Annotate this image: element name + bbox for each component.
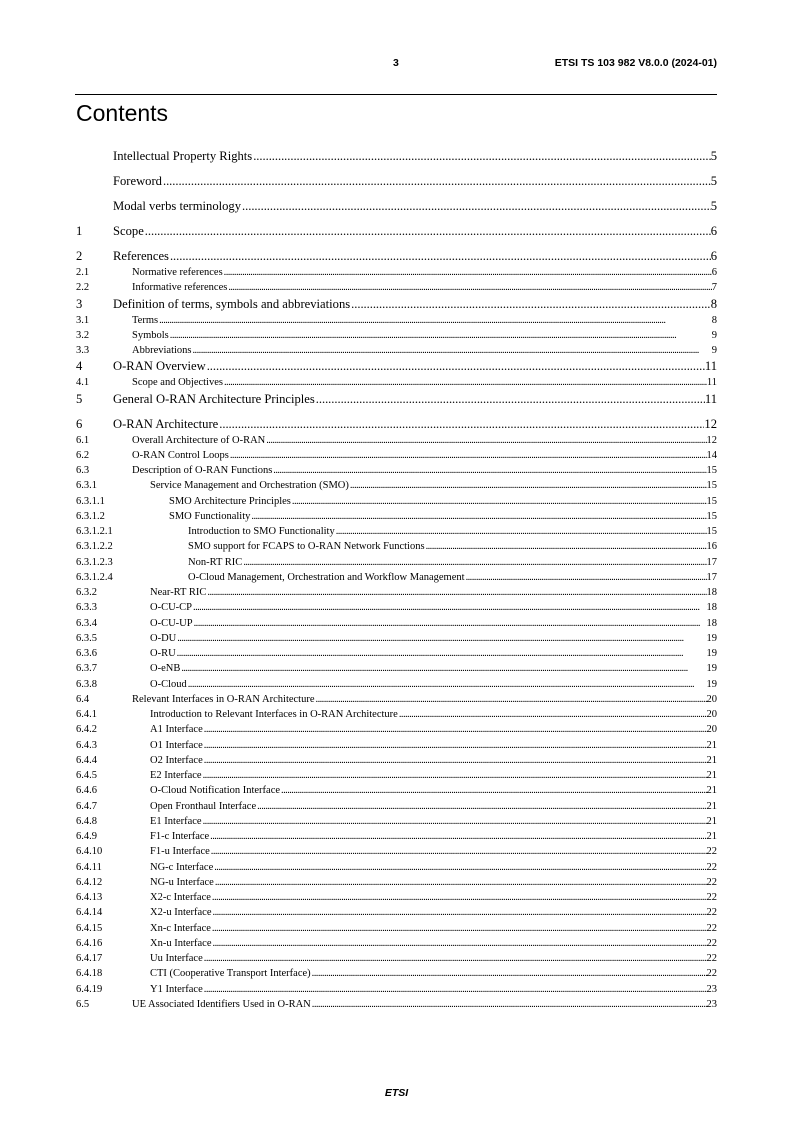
toc-entry-label: Near-RT RIC [150, 585, 206, 600]
toc-entry-title [113, 223, 711, 240]
toc-entry-label: Uu Interface [150, 951, 203, 966]
toc-entry[interactable]: 6.4.18 CTI (Cooperative Transport Interface) . . . 22 [76, 966, 717, 981]
toc-entry-title [113, 391, 705, 408]
toc-entry-title [132, 280, 712, 295]
toc-entry-page: 8 [711, 314, 717, 326]
toc-entry-page: 8 [710, 296, 717, 311]
page-title: Contents [76, 100, 169, 126]
toc-entry-page: 6 [710, 224, 717, 238]
toc-entry[interactable]: 6.3.1.2.1 Introduction to SMO Functionality . . . 15 [76, 524, 717, 539]
toc-entry[interactable]: 6.3.6 O-RU . . . 19 [76, 646, 717, 661]
toc-entry-label: O-Cloud Management, Orchestration and Workflow Management [188, 570, 465, 585]
toc-entry[interactable] [76, 248, 717, 265]
toc-entry-title [150, 951, 707, 966]
toc-entry-label: O-RAN Overview [113, 359, 206, 374]
toc-entry-title [169, 509, 707, 524]
toc-entry[interactable]: 3.1 Terms . . . 8 [76, 313, 717, 328]
toc-entry-title [132, 375, 707, 390]
toc-entry-label: O2 Interface [150, 753, 203, 768]
toc-entry[interactable] [76, 391, 717, 416]
toc-entry-title [150, 921, 707, 936]
toc-entry-page: 21 [706, 785, 717, 797]
toc-entry[interactable] [76, 296, 717, 313]
toc-entry-title [132, 328, 712, 343]
toc-entry-page: 22 [706, 953, 717, 964]
toc-entry[interactable]: 2.1 Normative references . . . 6 [76, 265, 717, 280]
toc-entry[interactable] [76, 148, 717, 173]
toc-entry-page: 21 [706, 831, 717, 842]
toc-entry[interactable]: 6.4.7 Open Fronthaul Interface . . . 21 [76, 799, 717, 814]
toc-entry-label: Service Management and Orchestration (SMO) [150, 478, 349, 493]
toc-entry-label: References [113, 249, 169, 263]
toc-entry-page: 11 [704, 359, 717, 374]
toc-entry[interactable]: 6.1 Overall Architecture of O-RAN . . . 12 [76, 433, 717, 448]
toc-entry-title [150, 631, 707, 646]
toc-entry-label: F1-u Interface [150, 844, 210, 859]
toc-entry-label: O-CU-CP [150, 600, 192, 615]
toc-entry-label: NG-u Interface [150, 875, 214, 890]
toc-entry[interactable]: 3.3 Abbreviations . . . 9 [76, 343, 717, 358]
toc-entry[interactable] [76, 358, 717, 375]
toc-entry-title [150, 860, 707, 875]
toc-entry-page: 20 [706, 724, 717, 736]
toc-entry-label: Terms [132, 313, 158, 328]
toc-entry[interactable]: 6.4.6 O-Cloud Notification Interface . . . 21 [76, 783, 717, 798]
toc-entry-title [150, 677, 707, 692]
toc-entry-page: 20 [706, 693, 717, 705]
toc-entry-label: X2-u Interface [150, 905, 212, 920]
toc-entry-label: Introduction to Relevant Interfaces in O-RAN Architecture [150, 707, 398, 722]
toc-entry-label: General O-RAN Architecture Principles [113, 391, 315, 406]
toc-entry[interactable]: 6.3.3 O-CU-CP . . . 18 [76, 600, 717, 615]
toc-entry-page: 12 [706, 434, 717, 446]
toc-entry-page: 17 [706, 556, 717, 568]
toc-entry-title [150, 844, 707, 859]
toc-entry-title [150, 768, 707, 783]
toc-entry-page: 9 [711, 329, 717, 341]
toc-entry[interactable]: 6.3.1.1 SMO Architecture Principles . . . 15 [76, 494, 717, 509]
toc-entry-number: 4 [76, 359, 83, 374]
toc-entry-label: Scope and Objectives [132, 375, 223, 390]
toc-entry-page: 7 [711, 282, 717, 294]
toc-entry-title [150, 829, 707, 844]
toc-entry[interactable]: 2.2 Informative references . . . 7 [76, 280, 717, 295]
toc-entry-label: Modal verbs terminology [113, 199, 242, 213]
toc-entry[interactable]: 6.4.8 E1 Interface . . . 21 [76, 814, 717, 829]
toc-entry-page: 15 [706, 510, 717, 522]
toc-entry[interactable]: 6.4.17 Uu Interface . . . 22 [76, 951, 717, 966]
toc-entry-label: UE Associated Identifiers Used in O-RAN [132, 997, 311, 1012]
toc-entry-page: 9 [711, 345, 717, 356]
toc-entry-title [150, 890, 707, 905]
toc-entry-label: Y1 Interface [150, 982, 203, 997]
toc-entry-title [150, 661, 707, 676]
toc-entry-page: 22 [706, 846, 717, 858]
toc-entry-page: 21 [706, 770, 717, 781]
toc-entry-title [188, 555, 707, 570]
toc-entry-page: 22 [706, 937, 717, 949]
toc-entry-number: 6 [76, 416, 83, 431]
toc-entry-page: 15 [706, 526, 717, 537]
toc-entry[interactable]: 6.4.15 Xn-c Interface . . . 22 [76, 921, 717, 936]
toc-entry-page: 20 [706, 709, 717, 720]
toc-entry-title [150, 936, 707, 951]
toc-entry[interactable] [76, 416, 717, 433]
toc-entry-page: 14 [706, 449, 717, 461]
toc-entry-page: 15 [706, 495, 717, 507]
toc-entry-page: 23 [706, 983, 717, 995]
toc-entry-page: 22 [706, 907, 717, 919]
toc-entry-page: 18 [706, 617, 717, 629]
toc-entry-label: O-eNB [150, 661, 180, 676]
toc-entry-title [150, 799, 707, 814]
toc-entry[interactable]: 6.4.11 NG-c Interface . . . 22 [76, 860, 717, 875]
toc-entry[interactable]: 6.4.3 O1 Interface . . . 21 [76, 738, 717, 753]
toc-entry-label: O1 Interface [150, 738, 203, 753]
toc-entry[interactable]: 6.3.7 O-eNB . . . 19 [76, 661, 717, 676]
toc-entry-label: NG-c Interface [150, 860, 213, 875]
toc-entry-label: SMO Functionality [169, 509, 250, 524]
toc-entry[interactable] [76, 173, 717, 198]
toc-entry[interactable]: 4.1 Scope and Objectives . . . 11 [76, 375, 717, 390]
toc-entry-label: Abbreviations [132, 343, 192, 358]
toc-entry-label: Introduction to SMO Functionality [188, 524, 335, 539]
toc-entry-number: 1 [76, 224, 83, 238]
page-number: 3 [393, 57, 399, 69]
toc-entry-page: 6 [710, 249, 717, 263]
toc-entry[interactable]: 6.4.13 X2-c Interface . . . 22 [76, 890, 717, 905]
toc-entry-label: Overall Architecture of O-RAN [132, 433, 265, 448]
toc-entry-title [113, 358, 705, 375]
toc-entry-label: Foreword [113, 174, 162, 188]
footer-etsi: ETSI [384, 1087, 409, 1099]
toc-entry-page: 12 [704, 416, 717, 431]
header-rule [75, 94, 717, 95]
toc-entry-label: F1-c Interface [150, 829, 209, 844]
toc-entry-title [150, 875, 707, 890]
toc-entry-label: O-RU [150, 646, 176, 661]
toc-entry[interactable]: 6.4.1 Introduction to Relevant Interfaces in O-RAN Architecture . . . 20 [76, 707, 717, 722]
toc-entry-page: 19 [706, 648, 717, 659]
toc-entry-page: 15 [706, 480, 717, 492]
toc-entry-label: Intellectual Property Rights [113, 149, 253, 163]
toc-entry-page: 16 [706, 541, 717, 553]
toc-entry[interactable] [76, 198, 717, 223]
toc-entry-title [150, 646, 707, 661]
toc-entry-title [113, 248, 711, 265]
toc-entry[interactable]: 6.5 UE Associated Identifiers Used in O-RAN . . . 23 [76, 997, 717, 1012]
toc-entry-page: 21 [706, 739, 717, 751]
toc-entry[interactable]: 6.4.10 F1-u Interface . . . 22 [76, 844, 717, 859]
toc-entry-page: 18 [706, 587, 717, 598]
toc-entry-page: 22 [706, 922, 717, 934]
toc-entry[interactable]: 6.4.16 Xn-u Interface . . . 22 [76, 936, 717, 951]
toc-entry-title [150, 982, 707, 997]
toc-entry[interactable]: 6.3.4 O-CU-UP . . . 18 [76, 616, 717, 631]
toc-entry-number: 3 [76, 296, 83, 311]
toc-entry-title [150, 722, 707, 737]
toc-entry-label: SMO support for FCAPS to O-RAN Network Functions [188, 539, 425, 554]
toc-entry-page: 23 [706, 998, 717, 1010]
toc-entry[interactable]: 6.3.5 O-DU . . . 19 [76, 631, 717, 646]
toc-entry-label: E1 Interface [150, 814, 202, 829]
toc-entry-label: O-CU-UP [150, 616, 193, 631]
toc-entry-title [188, 539, 707, 554]
toc-entry-title [150, 753, 707, 768]
toc-entry-title [132, 463, 707, 478]
toc-entry-label: A1 Interface [150, 722, 203, 737]
toc-entry-page: 21 [706, 800, 717, 812]
toc-entry-title [150, 707, 707, 722]
toc-entry[interactable]: 6.4.12 NG-u Interface . . . 22 [76, 875, 717, 890]
toc-entry-title [150, 905, 707, 920]
toc-entry-number: 5 [76, 391, 83, 406]
toc-entry-title [150, 783, 707, 798]
toc-entry-label: Normative references [132, 265, 223, 280]
toc-entry-label: Xn-u Interface [150, 936, 212, 951]
toc-entry-label: O-Cloud [150, 677, 187, 692]
toc-entry-page: 21 [706, 815, 717, 827]
toc-entry[interactable]: 6.4.4 O2 Interface . . . 21 [76, 753, 717, 768]
toc-entry-title [169, 494, 707, 509]
toc-entry-label: CTI (Cooperative Transport Interface) [150, 966, 311, 981]
toc-entry[interactable]: 6.4.9 F1-c Interface . . . 21 [76, 829, 717, 844]
toc-entry-title [188, 570, 707, 585]
toc-entry-label: Xn-c Interface [150, 921, 211, 936]
toc-entry-label: E2 Interface [150, 768, 202, 783]
toc-entry-number: 2 [76, 249, 83, 263]
toc-entry-label: Informative references [132, 280, 227, 295]
toc-entry-title [132, 343, 712, 358]
toc-entry-label: Non-RT RIC [188, 555, 242, 570]
toc-entry[interactable]: 3.2 Symbols . . . 9 [76, 328, 717, 343]
toc-entry-page: 21 [706, 754, 717, 766]
toc-entry-title [132, 997, 707, 1012]
toc-entry-title [188, 524, 707, 539]
toc-entry-title [150, 600, 707, 615]
toc-entry-page: 19 [706, 632, 717, 644]
toc-entry-page: 22 [706, 892, 717, 903]
toc-entry-label: Symbols [132, 328, 169, 343]
toc-entry-page: 11 [704, 391, 717, 406]
toc-entry-title [150, 616, 707, 631]
toc-entry-page: 5 [710, 174, 717, 188]
toc-entry-title [113, 296, 711, 313]
toc-entry[interactable]: 6.3.8 O-Cloud . . . 19 [76, 677, 717, 692]
toc-entry-title [113, 198, 711, 215]
toc-entry[interactable]: 6.3.1.2.2 SMO support for FCAPS to O-RAN Network Functions . . . 16 [76, 539, 717, 554]
toc-entry[interactable]: 6.4.19 Y1 Interface . . . 23 [76, 982, 717, 997]
toc-entry[interactable] [76, 223, 717, 248]
toc-entry-page: 19 [706, 663, 717, 675]
toc-entry-title [113, 173, 711, 190]
toc-entry[interactable]: 6.3.1.2.4 O-Cloud Management, Orchestration and Workflow Management . . . 17 [76, 570, 717, 585]
toc-entry-title [113, 416, 704, 433]
toc-entry-page: 5 [710, 149, 717, 163]
toc-entry-label: Definition of terms, symbols and abbreviations [113, 296, 351, 311]
toc-entry-page: 5 [710, 199, 717, 213]
toc-entry[interactable]: 6.3.1 Service Management and Orchestration (SMO) . . . 15 [76, 478, 717, 493]
toc-entry[interactable]: 6.3.1.2.3 Non-RT RIC . . . 17 [76, 555, 717, 570]
toc-entry-title [132, 448, 707, 463]
toc-entry-label: O-RAN Control Loops [132, 448, 229, 463]
toc-entry[interactable]: 6.3 Description of O-RAN Functions . . . 15 [76, 463, 717, 478]
toc-entry-page: 22 [706, 968, 717, 980]
toc-entry[interactable]: 6.3.2 Near-RT RIC . . . 18 [76, 585, 717, 600]
toc-entry[interactable]: 6.4.2 A1 Interface . . . 20 [76, 722, 717, 737]
toc-entry-label: O-RAN Architecture [113, 416, 219, 431]
toc-entry-title [150, 814, 707, 829]
toc-entry-label: Scope [113, 224, 144, 238]
toc-entry-page: 19 [706, 678, 717, 690]
toc-entry-page: 17 [706, 571, 717, 583]
toc-entry-page: 6 [711, 267, 717, 278]
toc-entry-page: 15 [706, 465, 717, 476]
toc-entry-label: Open Fronthaul Interface [150, 799, 256, 814]
toc-entry-label: Relevant Interfaces in O-RAN Architecture [132, 692, 315, 707]
toc-entry-title [150, 585, 707, 600]
toc-entry-title [150, 738, 707, 753]
toc-entry-page: 18 [706, 602, 717, 614]
toc-entry-label: Description of O-RAN Functions [132, 463, 272, 478]
toc-entry-title [132, 433, 707, 448]
toc-entry-label: SMO Architecture Principles [169, 494, 291, 509]
toc-entry-page: 22 [706, 876, 717, 888]
toc-entry-title [113, 148, 711, 165]
document-id: ETSI TS 103 982 V8.0.0 (2024-01) [554, 57, 717, 69]
toc-entry-label: O-Cloud Notification Interface [150, 783, 280, 798]
toc-entry-page: 22 [706, 861, 717, 873]
toc-entry-title [132, 313, 712, 328]
toc-entry-label: O-DU [150, 631, 176, 646]
toc-entry-title [132, 265, 712, 280]
toc-entry[interactable]: 6.3.1.2 SMO Functionality . . . 15 [76, 509, 717, 524]
toc-entry-label: X2-c Interface [150, 890, 211, 905]
toc-entry[interactable]: 6.4 Relevant Interfaces in O-RAN Architecture . . . 20 [76, 692, 717, 707]
toc-entry-title [150, 966, 707, 981]
toc-entry-title [132, 692, 707, 707]
toc-entry-title [150, 478, 707, 493]
toc-entry-page: 11 [706, 377, 717, 389]
toc-entry[interactable]: 6.4.5 E2 Interface . . . 21 [76, 768, 717, 783]
toc-entry[interactable]: 6.2 O-RAN Control Loops . . . 14 [76, 448, 717, 463]
table-of-contents [76, 148, 717, 1012]
toc-entry[interactable]: 6.4.14 X2-u Interface . . . 22 [76, 905, 717, 920]
